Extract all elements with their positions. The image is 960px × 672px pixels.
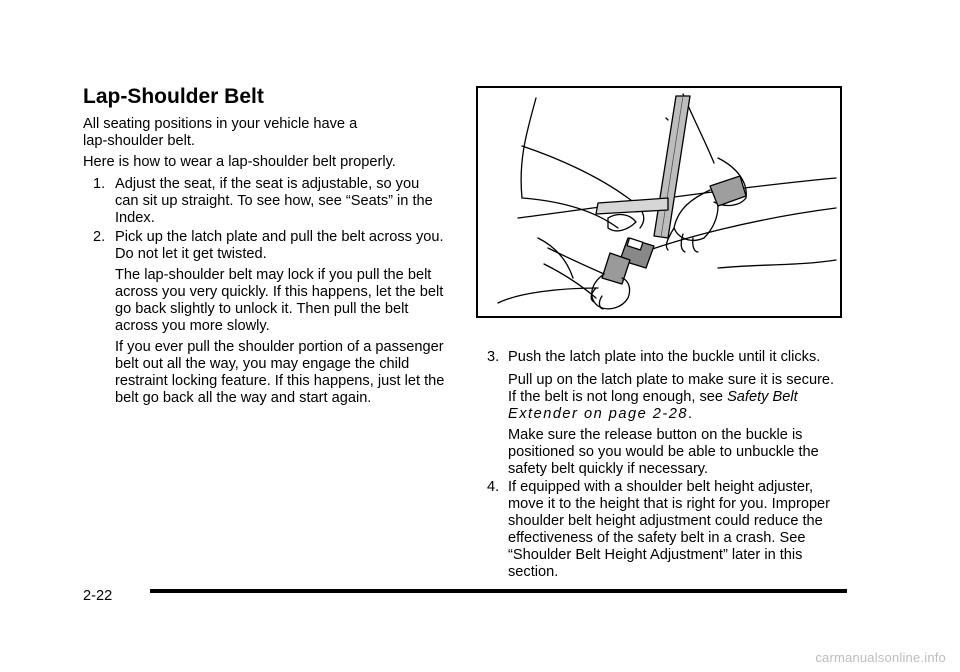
text-line: Make sure the release button on the buckle is [508,427,803,443]
page-number: 2-22 [83,588,113,604]
text-line: Push the latch plate into the buckle until it clicks. [508,349,821,365]
text-line: Adjust the seat, if the seat is adjustable, so you [115,176,420,192]
shirt-button [666,118,668,120]
step-number: 1. [93,176,106,192]
punctuation: . [687,406,693,422]
seat-line [498,288,598,303]
left-cuff [608,215,636,231]
knee-line [718,260,836,268]
howto-paragraph: Here is how to wear a lap-shoulder belt properly. [83,154,396,170]
seatbelt-illustration [476,86,842,318]
text-line: If you ever pull the shoulder portion of a passenger [115,339,444,355]
step-2-note-1 [115,267,443,335]
text-line: across you very quickly. If this happens, let the belt [115,284,444,300]
step-3-note-2 [508,427,819,478]
text-line: safety belt quickly if necessary. [508,461,709,477]
xref-link[interactable]: Safety Belt [727,389,798,405]
step-1-text [115,176,433,227]
text-line: can sit up straight. To see how, see “Seats” in the [115,193,433,209]
step-3-note-1 [508,372,834,423]
text-line: restraint locking feature. If this happens, just let the [115,373,445,389]
step-number: 3. [487,349,500,365]
text-line: “Shoulder Belt Height Adjustment” later in this [508,547,803,563]
xref-link[interactable]: Extender on page 2-28 [508,406,688,422]
step-3-text [508,349,820,366]
footer-rule [150,589,847,593]
text-line: Index. [115,210,155,226]
step-number: 4. [487,479,500,495]
text-line: Do not let it get twisted. [115,246,267,262]
text-line: If equipped with a shoulder belt height adjuster, [508,479,814,495]
text-line: section. [508,564,559,580]
step-2-note-2 [115,339,444,407]
text-line [508,406,834,423]
text-line: effectiveness of the safety belt in a crash. See [508,530,806,546]
text-line: All seating positions in your vehicle have a [83,116,358,132]
step-number: 2. [93,229,106,245]
text-line: belt out all the way, you may engage the child [115,356,410,372]
finger [681,234,685,252]
text-line: go back slightly to unlock it. Then pull the belt [115,301,409,317]
text-line: shoulder belt height adjustment could reduce the [508,513,823,529]
text-line: belt go back all the way and start again. [115,390,372,406]
intro-paragraph [83,116,357,150]
text-line: Pick up the latch plate and pull the belt across you. [115,229,444,245]
section-title: Lap-Shoulder Belt [83,85,264,108]
watermark: carmanualsonline.info [815,650,946,665]
step-4-text [508,479,830,581]
text-line: positioned so you would be able to unbuckle the [508,444,819,460]
text-line: move it to the height that is right for you. Improper [508,496,831,512]
step-2-text [115,229,444,263]
text-line [508,389,834,406]
text-line: The lap-shoulder belt may lock if you pull the belt [115,267,432,283]
text-line: Pull up on the latch plate to make sure it is secure. [508,372,835,388]
text-line: If the belt is not long enough, see [508,389,728,405]
right-cuff [710,176,746,206]
text-line: lap-shoulder belt. [83,133,195,149]
right-hand [674,190,718,240]
text-line: across you more slowly. [115,318,270,334]
